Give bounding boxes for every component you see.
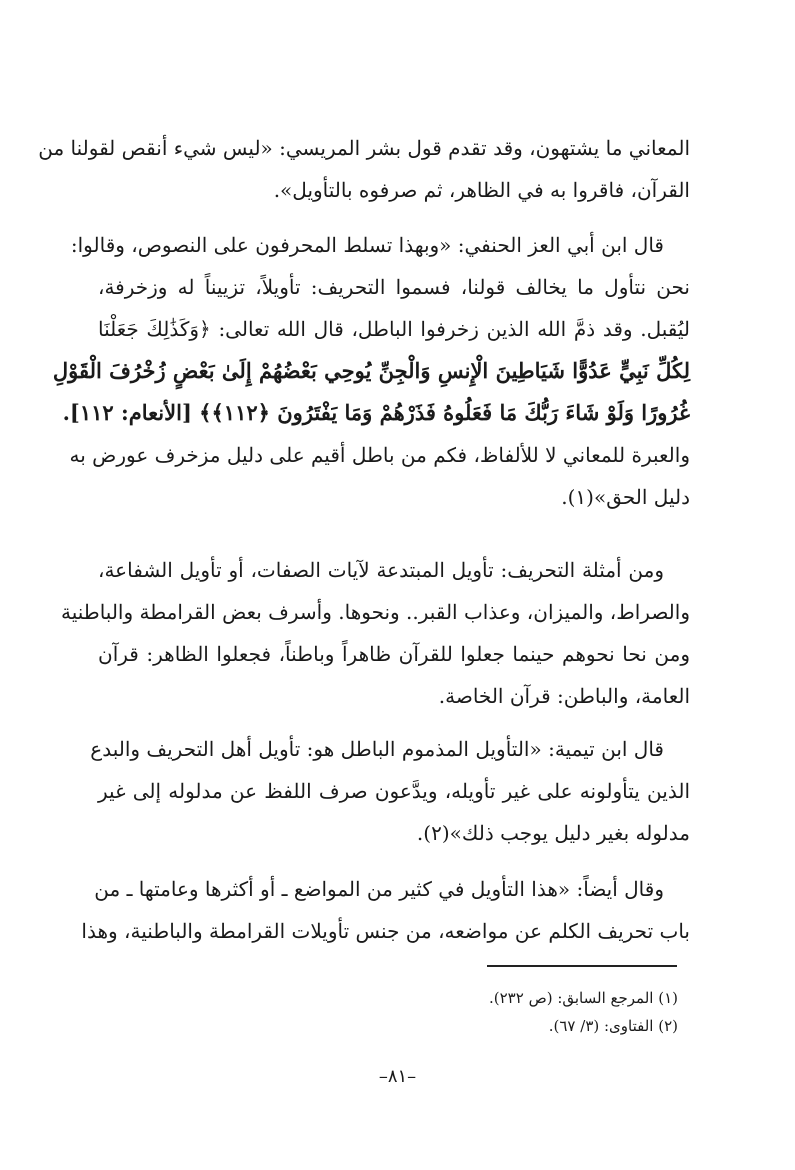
text-line: مدلوله بغير دليل يوجب ذلك»(٢). [416,821,690,845]
text-line: القرآن، فاقروا به في الظاهر، ثم صرفوه بالتأويل». [273,178,690,202]
paragraph-4 [90,728,690,854]
text-line: باب تحريف الكلم عن مواضعه، من جنس تأويلات القرامطة والباطنية، وهذا [81,919,690,943]
paragraph-3 [61,549,690,717]
paragraph-2 [52,224,690,518]
text-line: الذين يتأولونه على غير تأويله، ويدَّعون صرف اللفظ عن مدلوله إلى غير [98,779,690,803]
text-line: المعاني ما يشتهون، وقد تقدم قول بشر المريسي: «ليس شيء أنقص لقولنا من [38,136,690,160]
page-number: –٨١– [378,1066,417,1087]
text-line: دليل الحق»(١). [561,485,690,509]
quran-verse-line: غُرُورًا وَلَوْ شَاءَ رَبُّكَ مَا فَعَلُوهُ فَذَرْهُمْ وَمَا يَفْتَرُونَ ﴿١١٢﴾﴾ [الأنعام: ١١٢]. [62,400,690,425]
text-line: قال ابن تيمية: «التأويل المذموم الباطل هو: تأويل أهل التحريف والبدع [90,737,664,761]
text-line: والعبرة للمعاني لا للألفاظ، فكم من باطل أقيم على دليل مزخرف عورض به [69,443,690,467]
quran-verse-line: لِكُلِّ نَبِيٍّ عَدُوًّا شَيَاطِينَ الْإِنسِ وَالْجِنِّ يُوحِي بَعْضُهُمْ إِلَىٰ بَعْضٍ زُخْرُفَ الْقَوْلِ [52,358,690,383]
text-line: ومن أمثلة التحريف: تأويل المبتدعة لآيات الصفات، أو تأويل الشفاعة، [98,558,664,582]
text-line: نحن نتأول ما يخالف قولنا، فسموا التحريف: تأويلاً، تزييناً له وزخرفة، [98,275,690,299]
text-line: العامة، والباطن: قرآن الخاصة. [438,684,690,708]
footnote-2: (٢) الفتاوى: (٣/ ٦٧). [548,1017,678,1035]
text-line: ومن نحا نحوهم حينما جعلوا للقرآن ظاهراً وباطناً، فجعلوا الظاهر: قرآن [98,642,690,666]
text-line: ليُقبل. وقد ذمَّ الله الذين زخرفوا الباطل، قال الله تعالى: ﴿وَكَذَٰلِكَ جَعَلْنَا [98,317,690,341]
footnote-1: (١) المرجع السابق: (ص ٢٣٢). [489,989,678,1007]
text-line: والصراط، والميزان، وعذاب القبر.. ونحوها. وأسرف بعض القرامطة والباطنية [61,600,690,624]
paragraph-5 [81,868,690,952]
text-line: قال ابن أبي العز الحنفي: «وبهذا تسلط المحرفون على النصوص، وقالوا: [70,233,664,257]
text-line: وقال أيضاً: «هذا التأويل في كثير من المواضع ـ أو أكثرها وعامتها ـ من [94,877,664,901]
paragraph-1 [38,127,690,211]
footnotes [300,984,678,1040]
footnote-divider [487,965,677,967]
